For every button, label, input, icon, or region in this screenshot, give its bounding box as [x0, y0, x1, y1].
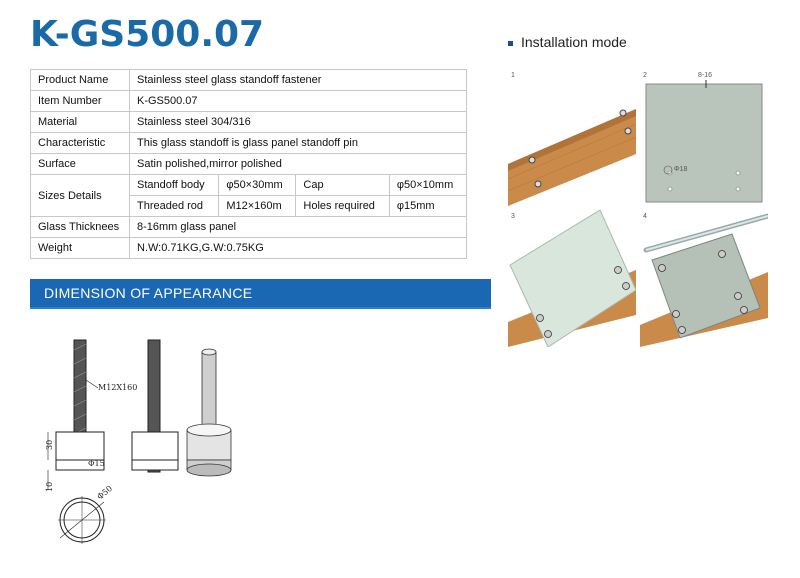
diameter-label: Φ50	[95, 483, 115, 502]
spec-label: Characteristic	[31, 133, 130, 154]
hole-label: Φ18	[674, 166, 688, 173]
rod-label: M12X160	[98, 383, 138, 392]
spec-value: N.W:0.71KG,G.W:0.75KG	[130, 238, 467, 259]
table-row	[31, 91, 467, 112]
perspective-view	[187, 349, 231, 476]
installation-heading	[508, 34, 627, 50]
spec-sub-label: Standoff body	[130, 175, 219, 196]
glass-mount-illustration	[508, 210, 636, 347]
spec-sub-value: φ50×10mm	[389, 175, 466, 196]
table-row	[31, 217, 467, 238]
dimension-drawing	[30, 330, 270, 560]
spec-value: K-GS500.07	[130, 91, 467, 112]
spec-sub-value: φ50×30mm	[219, 175, 296, 196]
install-step-2	[640, 69, 768, 206]
spec-label: Weight	[31, 238, 130, 259]
product-title: K-GS500.07	[30, 14, 265, 55]
spec-sub-value: φ15mm	[389, 196, 466, 217]
spec-label: Material	[31, 112, 130, 133]
table-row	[31, 112, 467, 133]
spec-value: Stainless steel 304/316	[130, 112, 467, 133]
table-row	[31, 175, 467, 196]
step-number: 1	[511, 72, 515, 79]
hole-dim-label: Φ15	[88, 459, 105, 468]
table-row	[31, 70, 467, 91]
spec-value: Satin polished,mirror polished	[130, 154, 467, 175]
spec-table	[30, 69, 467, 259]
table-row	[31, 133, 467, 154]
step-number: 4	[643, 213, 647, 220]
thickness-label: 8-16	[698, 72, 713, 79]
table-row	[31, 154, 467, 175]
step-number: 2	[643, 72, 647, 79]
install-step-1	[508, 69, 636, 206]
spec-value: Stainless steel glass standoff fastener	[130, 70, 467, 91]
handrail-mount-illustration	[640, 210, 768, 347]
spec-sub-label: Threaded rod	[130, 196, 219, 217]
top-view	[58, 496, 106, 544]
side-view	[132, 340, 178, 472]
spec-sub-label: Cap	[296, 175, 389, 196]
spec-value: 8-16mm glass panel	[130, 217, 467, 238]
spec-sub-label: Holes required	[296, 196, 389, 217]
glass-panel-illustration	[640, 69, 768, 206]
install-step-3	[508, 210, 636, 347]
spec-label: Sizes Details	[31, 175, 130, 217]
spec-label: Surface	[31, 154, 130, 175]
step-number: 3	[511, 213, 515, 220]
spec-sub-value: M12×160m	[219, 196, 296, 217]
spec-label: Item Number	[31, 91, 130, 112]
table-row	[31, 238, 467, 259]
cap-height-label: 10	[45, 481, 54, 492]
dimension-banner	[30, 279, 491, 309]
spec-label: Glass Thicknees	[31, 217, 130, 238]
body-height-label: 30	[45, 439, 54, 450]
spec-value: This glass standoff is glass panel standoff pin	[130, 133, 467, 154]
spec-label: Product Name	[31, 70, 130, 91]
installation-title: Installation mode	[521, 34, 627, 50]
dimension-heading: DIMENSION OF APPEARANCE	[44, 285, 253, 301]
install-step-4	[640, 210, 768, 347]
wood-beam-illustration	[508, 69, 636, 206]
bullet-icon	[508, 41, 513, 46]
